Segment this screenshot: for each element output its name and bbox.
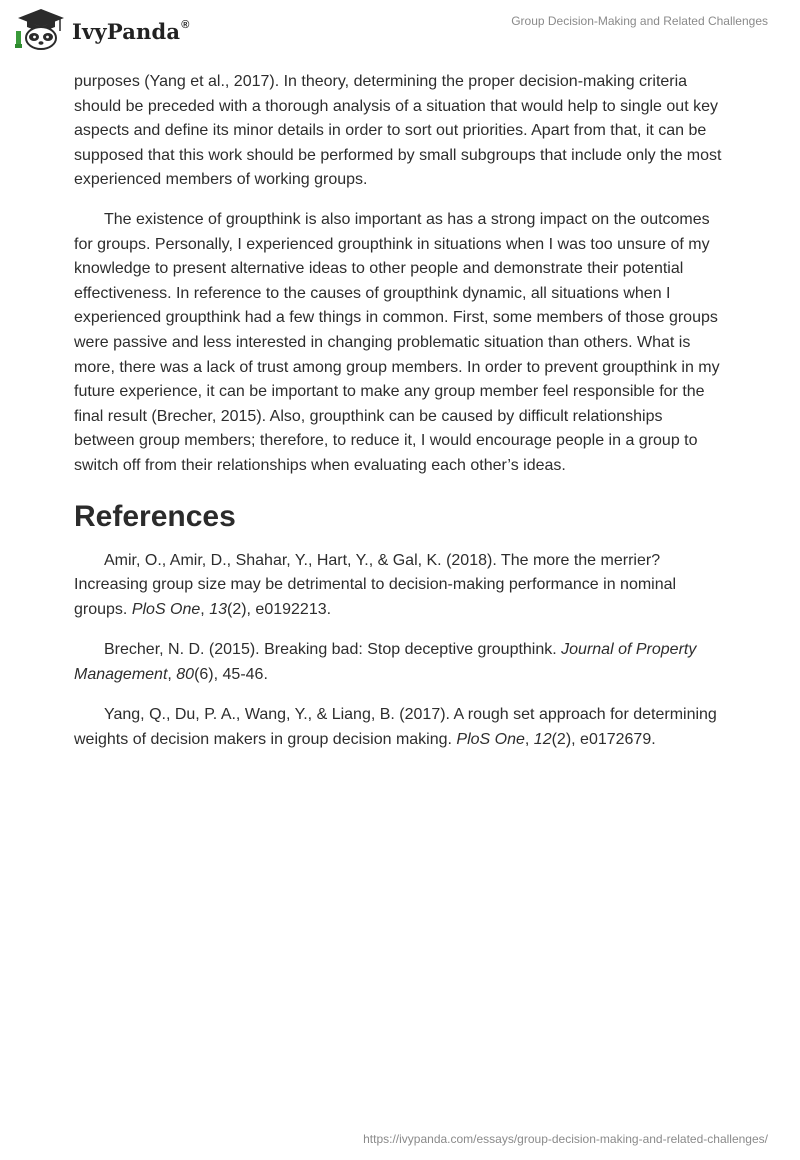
references-heading: References [74,499,236,533]
reference-entry [74,638,726,687]
panda-logo-icon [14,7,68,51]
reference-journal: PloS One [456,731,525,749]
registered-mark: ® [181,18,190,31]
reference-volume: 80 [176,665,195,683]
ivypanda-logo[interactable] [14,7,190,51]
reference-volume: 13 [209,600,227,618]
running-title: Group Decision-Making and Related Challenges [511,14,768,28]
page-header [0,0,800,60]
reference-entry [74,703,726,752]
logo-text: IvyPanda® [72,18,190,44]
reference-volume: 12 [533,731,552,749]
reference-journal: PloS One [131,600,201,618]
reference-issue-pages: (2), e0172679. [551,731,656,749]
body-paragraph: purposes (Yang et al., 2017). In theory, determining the proper decision-making criteria should be preceded with a thorough analysis of a situation that would help to single out key aspects and define its minor details in order to sort out priorities. Apart from that, it can be supposed that this work should be performed by small subgroups that include only the most experienced members of working groups. [74,73,722,189]
reference-separator: , [167,665,177,683]
reference-text: Yang, Q., Du, P. A., Wang, Y., & Liang, B. (2017). A rough set approach for determining weights of decision makers in group decision making. [74,706,717,749]
reference-separator: , [200,600,210,618]
body-paragraph: The existence of groupthink is also important as has a strong impact on the outcomes for groups. Personally, I experienced groupthink in situations when I was too unsure of my knowledge to present alternative ideas to other people and demonstrate their potential effectiveness. In reference to the causes of groupthink dynamic, all situations when I experienced groupthink had a few things in common. First, some members of those groups were passive and less interested in changing problematic situation than others. What is more, there was a lack of trust among group members. In order to prevent groupthink in my future experience, it can be important to make any group member feel responsible for the final result (Brecher, 2015). Also, groupthink can be caused by difficult relationships between group members; therefore, to reduce it, I would encourage people in a group to switch off from their relationships when evaluating each other’s ideas. [74,210,720,474]
reference-text: Amir, O., Amir, D., Shahar, Y., Hart, Y., & Gal, K. (2018). The more the merrier? Increasing group size may be detrimental to decision-making performance in nominal groups. [74,551,677,618]
reference-separator: , [524,731,534,749]
reference-text: Brecher, N. D. (2015). Breaking bad: Stop deceptive groupthink. [104,641,562,659]
reference-journal: Journal of Property Management [74,641,697,683]
reference-entry [74,549,726,623]
reference-issue-pages: (2), e0192213. [226,600,332,618]
reference-issue-pages: (6), 45-46. [194,665,268,683]
source-url-link[interactable]: https://ivypanda.com/essays/group-decision-making-and-related-challenges/ [363,1132,768,1146]
essay-content [74,70,726,769]
